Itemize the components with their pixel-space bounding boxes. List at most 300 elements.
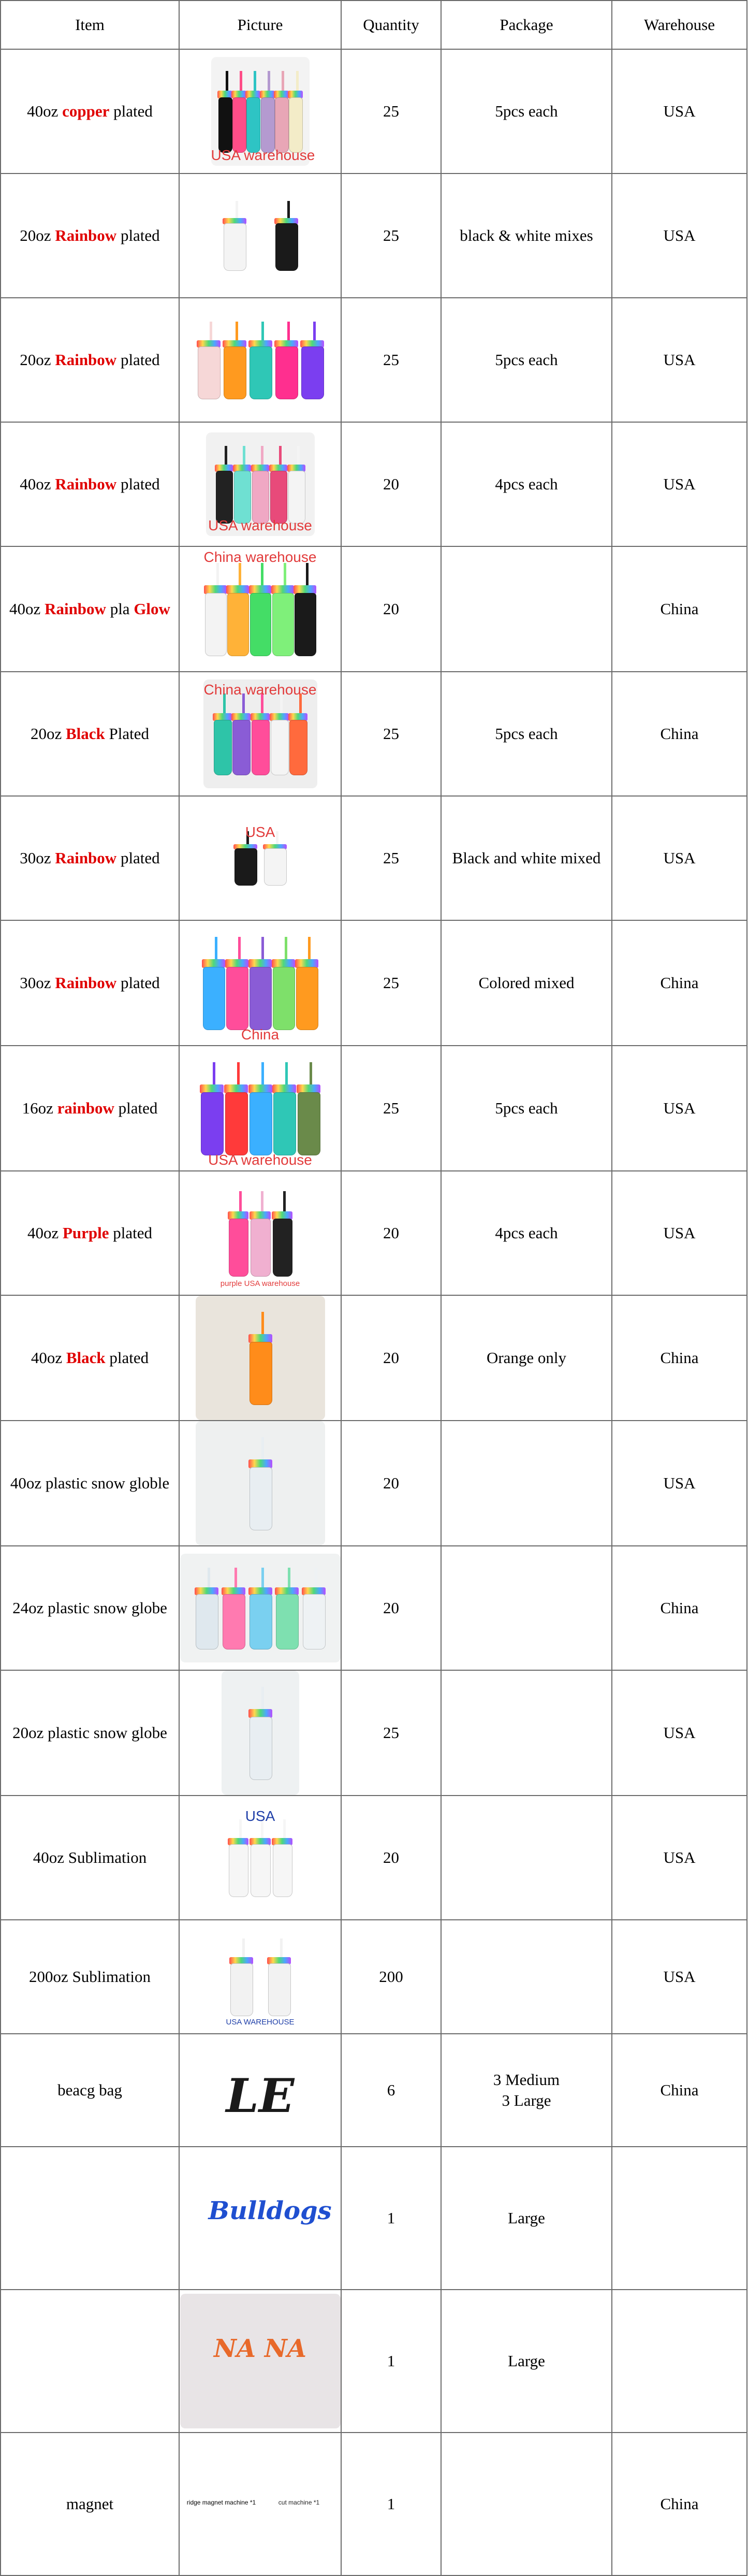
table-row — [1, 1046, 747, 1171]
item-text: 40oz Sublimation — [33, 1848, 147, 1866]
product-photo — [203, 679, 317, 788]
tumbler-icon — [252, 471, 270, 524]
table-row — [1, 1421, 747, 1546]
straw-icon — [236, 322, 238, 340]
header-quantity: Quantity — [341, 1, 441, 49]
warehouse-caption: China warehouse — [203, 682, 317, 698]
quantity-cell: 25 — [341, 173, 441, 298]
item-highlight: Rainbow — [55, 849, 117, 867]
item-cell — [1, 2034, 179, 2147]
package-cell — [441, 2034, 612, 2147]
picture-cell — [179, 2147, 341, 2290]
header-item: Item — [1, 1, 179, 49]
straw-icon — [268, 71, 270, 91]
straw-icon — [306, 563, 309, 585]
picture-cell — [179, 1171, 341, 1295]
warehouse-cell: USA — [612, 796, 747, 920]
picture-cell — [179, 546, 341, 672]
table-row — [1, 1546, 747, 1670]
tumbler-icon — [250, 967, 272, 1030]
tumbler-icon — [250, 1092, 272, 1155]
warehouse-caption: purple USA warehouse — [220, 1279, 300, 1288]
item-text: 200oz Sublimation — [28, 1967, 151, 1986]
straw-icon — [285, 937, 287, 959]
tumbler-icon — [203, 967, 225, 1030]
warehouse-cell: China — [612, 546, 747, 672]
warehouse-caption: USA WAREHOUSE — [226, 2018, 295, 2027]
tumbler-icon — [229, 1844, 249, 1897]
item-highlight: Rainbow — [45, 600, 106, 618]
header-row — [1, 1, 747, 49]
picture-cell — [179, 920, 341, 1046]
straw-icon — [216, 563, 219, 585]
tumbler-icon — [303, 1594, 326, 1649]
item-text: beacg bag — [57, 2081, 122, 2099]
table-row — [1, 2433, 747, 2575]
straw-icon — [238, 937, 241, 959]
tumbler-icon — [252, 720, 270, 775]
item-cell — [1, 2147, 179, 2290]
warehouse-cell — [612, 2147, 747, 2290]
tumbler-icon — [275, 223, 298, 271]
tumbler-icon — [251, 1219, 271, 1277]
tumbler-icon — [272, 593, 294, 656]
straw-icon — [261, 322, 264, 340]
item-text: 20oz plastic snow globe — [12, 1724, 167, 1742]
product-photo — [211, 57, 315, 166]
tumbler-icon — [198, 346, 221, 399]
warehouse-cell: USA — [612, 1796, 747, 1920]
quantity-cell: 200 — [341, 1920, 441, 2034]
table-row — [1, 1670, 747, 1796]
item-text: 40oz — [20, 475, 55, 493]
item-text: plated — [116, 974, 160, 992]
table-row — [1, 298, 747, 422]
straw-icon — [279, 446, 282, 465]
warehouse-cell: USA — [612, 173, 747, 298]
tumbler-icon — [261, 97, 275, 153]
quantity-cell: 20 — [341, 1421, 441, 1546]
straw-icon — [287, 322, 290, 340]
straw-icon — [261, 1191, 263, 1212]
straw-icon — [243, 446, 245, 465]
quantity-cell: 25 — [341, 1670, 441, 1796]
warehouse-cell: USA — [612, 1670, 747, 1796]
straw-icon — [261, 937, 264, 959]
item-text: 20oz — [30, 725, 66, 743]
straw-icon — [283, 1191, 286, 1212]
straw-icon — [287, 201, 290, 218]
straw-icon — [284, 563, 286, 585]
product-photo — [206, 432, 315, 536]
picture-cell — [179, 173, 341, 298]
tumbler-icon — [289, 97, 303, 153]
straw-icon — [210, 322, 212, 340]
tumbler-icon — [295, 593, 316, 656]
product-photo — [183, 308, 338, 412]
tumbler-icon — [234, 471, 252, 524]
straw-icon — [261, 446, 263, 465]
item-text: 30oz — [20, 849, 55, 867]
item-text: magnet — [66, 2495, 114, 2513]
straw-icon — [315, 1568, 317, 1587]
quantity-cell: 20 — [341, 546, 441, 672]
tumbler-icon — [230, 1963, 253, 2016]
straw-icon — [310, 1062, 312, 1084]
header-warehouse: Warehouse — [612, 1, 747, 49]
tumbler-icon — [275, 97, 289, 153]
straw-icon — [282, 71, 284, 91]
item-cell — [1, 173, 179, 298]
item-text: 40oz plastic snow globle — [10, 1474, 170, 1492]
tumbler-icon — [270, 471, 288, 524]
picture-cell — [179, 422, 341, 546]
package-cell: Large — [441, 2147, 612, 2290]
picture-cell — [179, 2290, 341, 2433]
quantity-cell: 25 — [341, 920, 441, 1046]
item-text: plated — [114, 1099, 158, 1117]
picture-cell — [179, 1796, 341, 1920]
tumbler-icon — [218, 97, 232, 153]
tumbler-icon — [271, 720, 289, 775]
straw-icon — [215, 937, 217, 959]
item-cell — [1, 1046, 179, 1171]
tumbler-icon — [250, 1342, 272, 1405]
package-line: 3 Medium — [493, 2071, 560, 2089]
package-cell: 5pcs each — [441, 298, 612, 422]
tumbler-icon — [276, 1594, 299, 1649]
product-photo — [183, 189, 338, 282]
straw-icon — [288, 1568, 290, 1587]
straw-icon — [285, 1062, 288, 1084]
tumbler-icon — [232, 720, 251, 775]
table-row — [1, 422, 747, 546]
package-cell: Black and white mixed — [441, 796, 612, 920]
table-row — [1, 1295, 747, 1421]
quantity-cell: 25 — [341, 298, 441, 422]
tumbler-icon — [264, 848, 287, 886]
table-row — [1, 672, 747, 796]
table-row — [1, 1171, 747, 1295]
package-cell: Colored mixed — [441, 920, 612, 1046]
item-cell — [1, 1920, 179, 2034]
item-text: plated — [105, 1349, 149, 1367]
straw-icon — [213, 1062, 215, 1084]
item-highlight: Black — [66, 1349, 106, 1367]
tumbler-icon — [273, 1844, 293, 1897]
product-photo — [216, 1806, 304, 1909]
picture-cell — [179, 1295, 341, 1421]
item-highlight: Purple — [62, 1224, 109, 1242]
warehouse-cell: USA — [612, 1046, 747, 1171]
tumbler-icon — [250, 1717, 272, 1780]
tumbler-icon — [227, 593, 248, 656]
straw-icon — [261, 1568, 264, 1587]
design-artwork: NA NA — [214, 2334, 306, 2363]
item-cell — [1, 1796, 179, 1920]
quantity-cell: 25 — [341, 672, 441, 796]
item-text: 40oz — [31, 1349, 66, 1367]
tumbler-icon — [224, 346, 246, 399]
quantity-cell: 20 — [341, 1796, 441, 1920]
package-cell: Large — [441, 2290, 612, 2433]
straw-icon — [296, 71, 299, 91]
tumbler-icon — [214, 720, 232, 775]
tumbler-icon — [246, 97, 260, 153]
design-artwork: LE — [226, 2068, 295, 2123]
quantity-cell: 6 — [341, 2034, 441, 2147]
quantity-cell: 20 — [341, 422, 441, 546]
tumbler-icon — [273, 967, 295, 1030]
item-highlight: Rainbow — [55, 226, 117, 244]
straw-icon — [239, 563, 241, 585]
item-text: plated — [109, 1224, 153, 1242]
item-text: 24oz plastic snow globe — [12, 1599, 167, 1617]
item-text: 40oz — [9, 600, 45, 618]
warehouse-cell: USA — [612, 1421, 747, 1546]
table-row — [1, 2290, 747, 2433]
straw-icon — [240, 71, 242, 91]
table-row — [1, 173, 747, 298]
item-text: 40oz — [27, 1224, 63, 1242]
quantity-cell: 1 — [341, 2147, 441, 2290]
package-cell: black & white mixes — [441, 173, 612, 298]
product-photo — [183, 2437, 338, 2571]
product-photo — [216, 822, 304, 894]
warehouse-cell: China — [612, 1546, 747, 1670]
table-row — [1, 546, 747, 672]
product-photo — [216, 1176, 304, 1290]
picture-cell — [179, 1421, 341, 1546]
item-cell — [1, 1421, 179, 1546]
warehouse-cell: China — [612, 2433, 747, 2575]
straw-icon — [261, 563, 263, 585]
item-cell — [1, 920, 179, 1046]
warehouse-caption: cut machine *1 — [278, 2498, 320, 2506]
item-cell — [1, 2290, 179, 2433]
package-cell: Orange only — [441, 1295, 612, 1421]
tumbler-icon — [273, 1219, 293, 1277]
product-photo — [196, 1296, 325, 1420]
item-cell — [1, 546, 179, 672]
product-photo — [196, 1421, 325, 1545]
table-row — [1, 796, 747, 920]
package-cell: 5pcs each — [441, 49, 612, 173]
picture-cell — [179, 1046, 341, 1171]
item-text: Plated — [105, 725, 150, 743]
straw-icon — [236, 201, 238, 218]
tumbler-icon — [250, 593, 271, 656]
warehouse-caption: China warehouse — [203, 549, 317, 565]
item-text: 20oz — [20, 226, 55, 244]
tumbler-icon — [234, 848, 257, 886]
item-cell — [1, 672, 179, 796]
picture-cell — [179, 796, 341, 920]
picture-cell — [179, 1920, 341, 2034]
straw-icon — [237, 1062, 240, 1084]
tumbler-icon — [226, 967, 248, 1030]
tumbler-icon — [275, 346, 298, 399]
package-cell — [441, 2433, 612, 2575]
item-text: plated — [116, 351, 160, 369]
item-highlight: Black — [65, 725, 105, 743]
straw-icon — [297, 446, 300, 465]
warehouse-caption: USA — [245, 1808, 275, 1824]
warehouse-cell: China — [612, 672, 747, 796]
picture-cell — [179, 49, 341, 173]
warehouse-cell: China — [612, 2034, 747, 2147]
quantity-cell: 20 — [341, 1171, 441, 1295]
package-cell: 5pcs each — [441, 672, 612, 796]
item-text: plated — [116, 475, 160, 493]
header-package: Package — [441, 1, 612, 49]
warehouse-cell: USA — [612, 49, 747, 173]
tumbler-icon — [229, 1219, 249, 1277]
item-text: 30oz — [20, 974, 55, 992]
product-photo — [180, 2294, 341, 2428]
warehouse-caption: China — [241, 1026, 280, 1043]
tumbler-icon — [273, 1092, 296, 1155]
straw-icon — [208, 1568, 210, 1587]
item-cell — [1, 422, 179, 546]
warehouse-cell: USA — [612, 1920, 747, 2034]
tumbler-icon — [250, 1594, 272, 1649]
tumbler-icon — [298, 1092, 320, 1155]
item-highlight: Rainbow — [55, 974, 117, 992]
straw-icon — [239, 1191, 242, 1212]
straw-icon — [242, 1938, 245, 1957]
item-text: pla — [106, 600, 134, 618]
warehouse-cell: USA — [612, 422, 747, 546]
picture-cell — [179, 1546, 341, 1670]
item-text: plated — [109, 102, 153, 120]
straw-icon — [226, 71, 228, 91]
package-cell: 5pcs each — [441, 1046, 612, 1171]
package-cell — [441, 1796, 612, 1920]
quantity-cell: 1 — [341, 2433, 441, 2575]
item-cell — [1, 298, 179, 422]
warehouse-caption: USA warehouse — [208, 517, 312, 533]
item-highlight: Rainbow — [55, 351, 117, 369]
warehouse-cell: China — [612, 1295, 747, 1421]
item-highlight: Rainbow — [55, 475, 117, 493]
product-photo — [208, 2164, 332, 2273]
straw-icon — [234, 1568, 237, 1587]
product-photo — [203, 1925, 317, 2029]
warehouse-cell: USA — [612, 1171, 747, 1295]
table-row — [1, 920, 747, 1046]
warehouse-cell — [612, 2290, 747, 2433]
tumbler-icon — [216, 471, 233, 524]
header-picture: Picture — [179, 1, 341, 49]
package-line: 3 Large — [502, 2091, 551, 2109]
item-cell — [1, 1171, 179, 1295]
warehouse-caption: USA — [245, 824, 275, 840]
warehouse-caption: USA warehouse — [211, 147, 315, 163]
straw-icon — [313, 322, 316, 340]
quantity-cell: 20 — [341, 1546, 441, 1670]
tumbler-icon — [289, 720, 307, 775]
warehouse-caption: USA warehouse — [208, 1152, 312, 1168]
quantity-cell: 25 — [341, 1046, 441, 1171]
table-row — [1, 2147, 747, 2290]
package-cell — [441, 1546, 612, 1670]
straw-icon — [261, 1062, 264, 1084]
straw-icon — [280, 1938, 283, 1957]
quantity-cell: 25 — [341, 49, 441, 173]
package-cell — [441, 1670, 612, 1796]
item-cell — [1, 1546, 179, 1670]
product-photo — [180, 1554, 341, 1662]
item-text: 16oz — [22, 1099, 57, 1117]
item-text: 20oz — [20, 351, 55, 369]
product-photo — [193, 547, 328, 671]
item-highlight: rainbow — [57, 1099, 114, 1117]
straw-icon — [308, 937, 311, 959]
straw-icon — [261, 1312, 264, 1334]
item-cell — [1, 49, 179, 173]
warehouse-cell: USA — [612, 298, 747, 422]
product-photo — [222, 1671, 299, 1795]
item-highlight: Glow — [134, 600, 170, 618]
package-cell: 4pcs each — [441, 422, 612, 546]
quantity-cell: 25 — [341, 796, 441, 920]
tumbler-icon — [268, 1963, 291, 2016]
straw-icon — [225, 446, 227, 465]
picture-cell — [179, 298, 341, 422]
item-cell — [1, 2433, 179, 2575]
tumbler-icon — [250, 1467, 272, 1530]
table-row — [1, 2034, 747, 2147]
tumbler-icon — [301, 346, 324, 399]
tumbler-icon — [288, 471, 306, 524]
item-text: plated — [116, 849, 160, 867]
item-cell — [1, 1670, 179, 1796]
product-photo — [188, 1046, 333, 1170]
warehouse-cell: China — [612, 920, 747, 1046]
item-cell — [1, 796, 179, 920]
item-text: plated — [116, 226, 160, 244]
package-cell: 4pcs each — [441, 1171, 612, 1295]
straw-icon — [261, 1437, 264, 1459]
package-cell — [441, 1920, 612, 2034]
quantity-cell: 1 — [341, 2290, 441, 2433]
item-text: 40oz — [27, 102, 63, 120]
tumbler-icon — [205, 593, 226, 656]
tumbler-icon — [224, 223, 246, 271]
package-cell — [441, 546, 612, 672]
table-row — [1, 1796, 747, 1920]
table-row — [1, 49, 747, 173]
item-highlight: copper — [62, 102, 110, 120]
product-photo — [190, 921, 330, 1045]
item-cell — [1, 1295, 179, 1421]
tumbler-icon — [201, 1092, 224, 1155]
straw-icon — [254, 71, 256, 91]
tumbler-icon — [196, 1594, 218, 1649]
tumbler-icon — [232, 97, 246, 153]
picture-cell — [179, 1670, 341, 1796]
design-artwork: Bulldogs — [208, 2196, 332, 2225]
picture-cell — [179, 2034, 341, 2147]
package-cell — [441, 1421, 612, 1546]
picture-cell — [179, 2433, 341, 2575]
quantity-cell: 20 — [341, 1295, 441, 1421]
table-row — [1, 1920, 747, 2034]
picture-cell — [179, 672, 341, 796]
machine-caption: ridge magnet machine *1 — [186, 2498, 256, 2506]
tumbler-icon — [225, 1092, 248, 1155]
